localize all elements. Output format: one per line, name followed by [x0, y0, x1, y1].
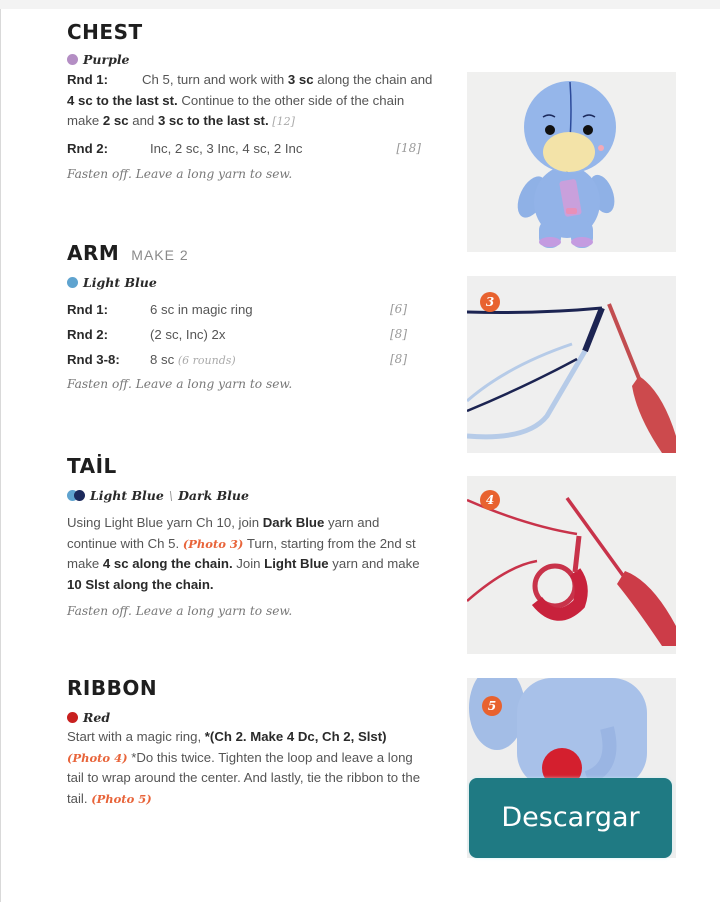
- rnd-label: Rnd 3-8:: [67, 352, 120, 367]
- stitch-count: [8]: [390, 352, 407, 366]
- yarn-label: Light Blue: [83, 274, 157, 290]
- yarn-label: Red: [83, 709, 111, 725]
- yarn-color: [67, 709, 437, 725]
- top-bar: [0, 0, 720, 9]
- rnd-row: [67, 322, 437, 347]
- section-title: [67, 241, 437, 267]
- text: Turn, starting from the 2nd st make: [67, 535, 416, 571]
- section-chest: [67, 20, 437, 181]
- dark-blue-dot-icon: [74, 490, 85, 501]
- text: Join: [232, 556, 265, 571]
- yarn-label: Light Blue: [90, 487, 164, 503]
- amigurumi-donkey-image: [467, 72, 676, 252]
- text: Using Light Blue yarn Ch 10, join: [67, 515, 263, 530]
- rnd-text: 6 sc in magic ring: [150, 302, 253, 317]
- rnd-bold: 4 sc to the last st.: [67, 92, 178, 108]
- download-button[interactable]: Descargar: [469, 778, 672, 858]
- rnd-text: (2 sc, Inc) 2x: [150, 327, 226, 342]
- rnd-text-main: 8 sc: [150, 352, 178, 367]
- yarn-color: [67, 274, 437, 290]
- light-blue-dot-icon: [67, 277, 78, 288]
- section-tail: [67, 454, 437, 618]
- rnd-2: [67, 136, 437, 161]
- section-title: RIBBON: [67, 676, 158, 700]
- bold-text: 10 Slst along the chain.: [67, 576, 214, 592]
- stitch-count: [12]: [272, 115, 295, 128]
- stitch-count: [6]: [390, 302, 407, 316]
- rnd-text: Continue to the other side of the chain make: [67, 92, 405, 128]
- rnd-label: Rnd 2:: [67, 140, 109, 156]
- rnd-label: Rnd 1:: [67, 72, 109, 87]
- stitch-count: [8]: [390, 327, 407, 341]
- section-arm: [67, 241, 437, 391]
- title-text: ARM: [67, 241, 120, 265]
- photo-amigurumi: [467, 72, 676, 252]
- fasten-note: Fasten off. Leave a long yarn to sew.: [67, 377, 293, 391]
- text: yarn and make: [328, 556, 420, 571]
- section-ribbon: [67, 676, 437, 809]
- photo-reference-link[interactable]: (Photo 4): [67, 750, 128, 765]
- rnd-bold: 3 sc to the last st.: [157, 113, 269, 128]
- rnd-bold: 2 sc: [102, 113, 129, 128]
- rnd-text: and: [128, 113, 158, 128]
- section-title: CHEST: [67, 20, 143, 44]
- yarn-label: Purple: [83, 51, 130, 67]
- rnd-1: [67, 70, 437, 133]
- stitch-count: [18]: [396, 140, 421, 155]
- text: yarn and continue with Ch 5.: [67, 515, 380, 551]
- yarn-color: [67, 51, 437, 67]
- photo-number-badge: 5: [482, 696, 502, 716]
- yarn-label: Dark Blue: [178, 487, 249, 503]
- page-edge: [0, 9, 1, 902]
- photo-step-3: [467, 276, 676, 453]
- bold-text: Dark Blue: [262, 515, 325, 530]
- rnd-text: along the chain and: [313, 72, 433, 87]
- rounds-list: [67, 297, 437, 372]
- rnd-label: Rnd 1:: [67, 302, 109, 317]
- yarn-color: [67, 487, 437, 503]
- photo-step-4: [467, 476, 676, 654]
- photo-reference-link[interactable]: (Photo 5): [91, 791, 152, 806]
- section-subtitle: MAKE 2: [131, 247, 189, 263]
- bold-text: 4 sc along the chain.: [102, 556, 233, 571]
- rnd-extra: (6 rounds): [177, 354, 236, 367]
- purple-dot-icon: [67, 54, 78, 65]
- text: Start with a magic ring,: [67, 729, 205, 744]
- tail-instructions: [67, 513, 432, 595]
- rnd-text: [150, 347, 236, 373]
- section-title: TAİL: [67, 454, 117, 478]
- rnd-row: [67, 297, 437, 322]
- fasten-note: Fasten off. Leave a long yarn to sew.: [67, 166, 293, 181]
- bold-text: *(Ch 2. Make 4 Dc, Ch 2, Slst): [204, 729, 387, 744]
- ribbon-instructions: [67, 727, 432, 809]
- rnd-text: Ch 5, turn and work with: [142, 72, 288, 87]
- photo-number-badge: 4: [480, 490, 500, 510]
- yarn-separator: \: [168, 487, 174, 503]
- fasten-note: Fasten off. Leave a long yarn to sew.: [67, 604, 293, 618]
- rnd-text: Inc, 2 sc, 3 Inc, 4 sc, 2 Inc: [150, 140, 303, 156]
- rnd-bold: 3 sc: [287, 72, 314, 87]
- rnd-label: Rnd 2:: [67, 327, 109, 342]
- photo-number-badge: 3: [480, 292, 500, 312]
- bold-text: Light Blue: [264, 556, 329, 571]
- photo-reference-link[interactable]: (Photo 3): [182, 536, 244, 551]
- text: *Do this twice. Tighten the loop and leave a long tail to wrap around the center. And lastly, tie the ribbon to the tail.: [67, 749, 421, 806]
- red-dot-icon: [67, 712, 78, 723]
- rnd-row: [67, 347, 437, 372]
